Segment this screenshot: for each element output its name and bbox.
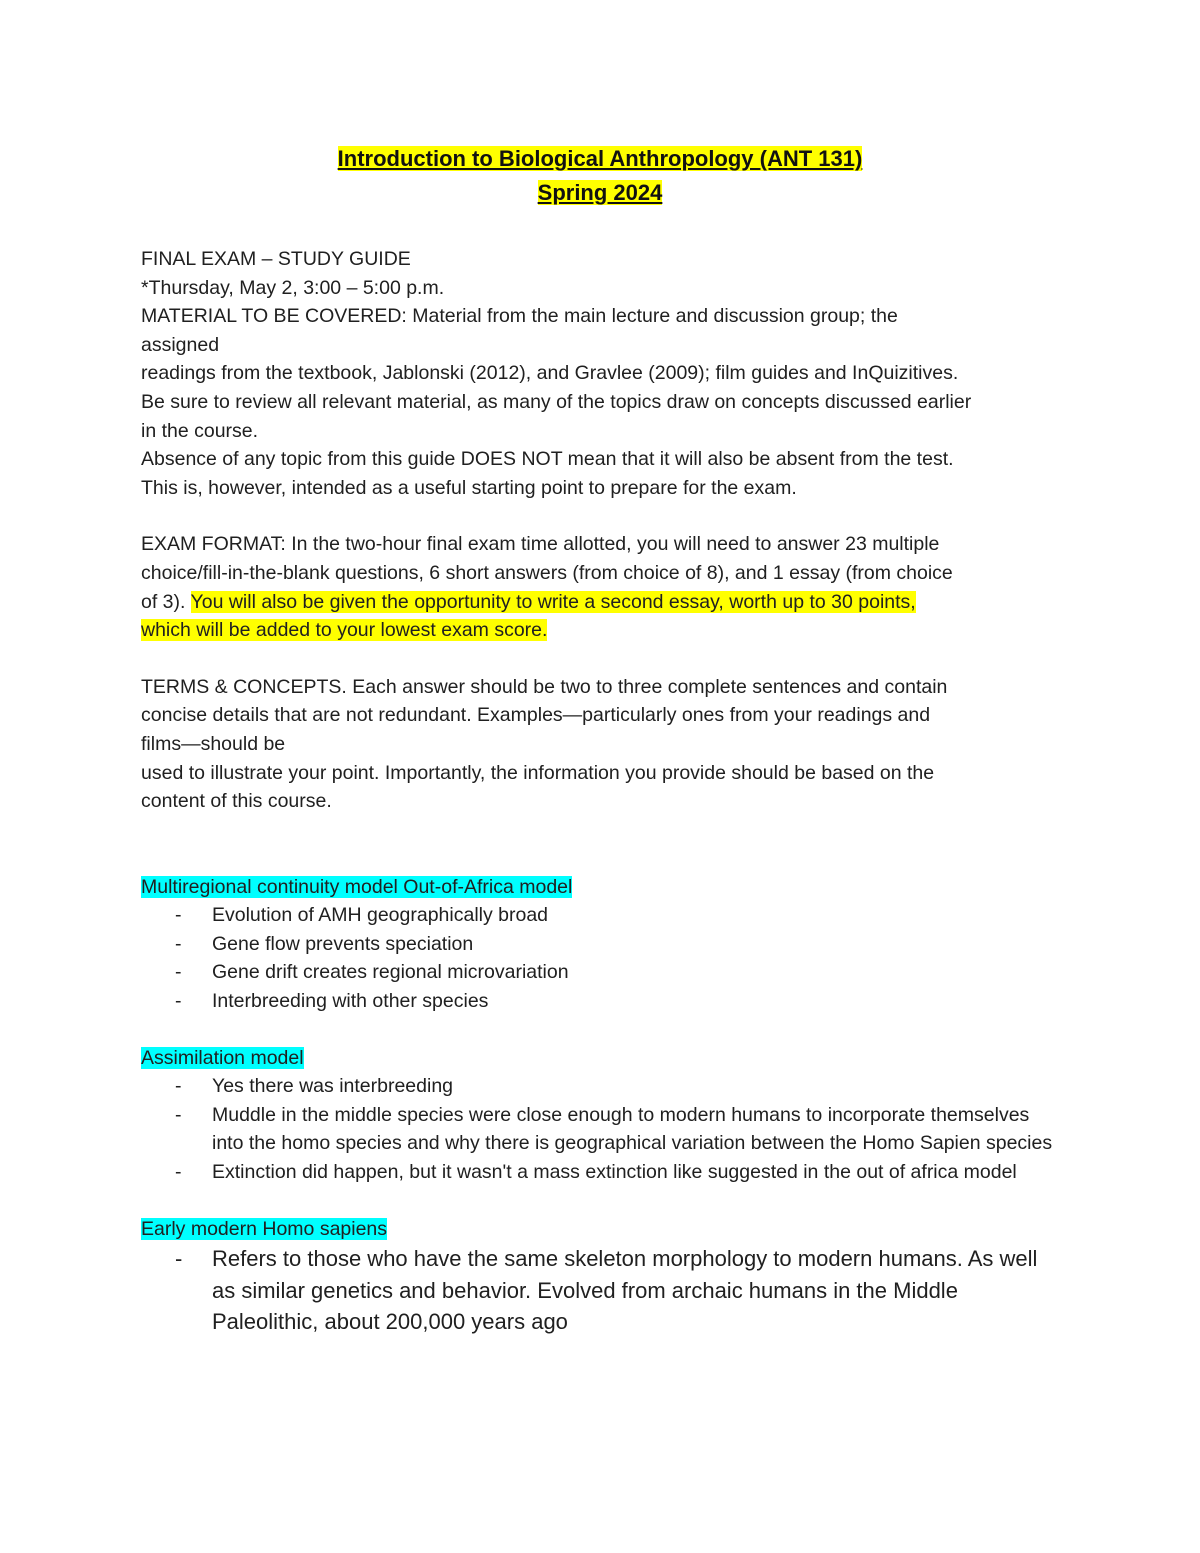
list-item: - Yes there was interbreeding	[141, 1072, 1066, 1101]
section-heading	[141, 1044, 1066, 1073]
list-item: - Gene flow prevents speciation	[141, 930, 1066, 959]
terms-line: concise details that are not redundant. Examples—particularly ones from your readings and	[141, 704, 931, 727]
list-item: - Evolution of AMH geographically broad	[141, 901, 1066, 930]
list-item: - Muddle in the middle species were close enough to modern humans to incorporate themselves into the homo species and why there is geographical variation between the Homo Sapien species	[141, 1101, 1066, 1158]
exam-format-line: EXAM FORMAT: In the two-hour final exam time allotted, you will need to answer 23 multiple	[141, 533, 940, 556]
exam-format-line: choice/fill-in-the-blank questions, 6 short answers (from choice of 8), and 1 essay (from choice	[141, 561, 953, 584]
intro-line: *Thursday, May 2, 3:00 – 5:00 p.m.	[141, 276, 445, 299]
document-title	[0, 142, 1200, 210]
list-item: - Gene drift creates regional microvariation	[141, 958, 1066, 987]
intro-line: readings from the textbook, Jablonski (2012), and Gravlee (2009); film guides and InQuizitives.	[141, 362, 959, 385]
intro-line: FINAL EXAM – STUDY GUIDE	[141, 248, 411, 270]
exam-format-block	[141, 530, 1066, 644]
heading-highlight: Assimilation model	[141, 1046, 304, 1069]
lowest-score-highlight: which will be added to your lowest exam score.	[141, 619, 548, 642]
bullet-list	[141, 901, 1066, 1015]
section-heading	[141, 1215, 1066, 1244]
list-item: - Refers to those who have the same skeleton morphology to modern humans. As well as similar genetics and behavior. Evolved from archaic humans in the Middle Paleolithic, about 200,000 years ago	[141, 1243, 1066, 1338]
intro-line: assigned	[141, 333, 220, 356]
terms-line: used to illustrate your point. Importantly, the information you provide should be based on the	[141, 761, 935, 784]
list-item: - Extinction did happen, but it wasn't a mass extinction like suggested in the out of africa model	[141, 1158, 1066, 1187]
bullet-list	[141, 1072, 1066, 1186]
second-essay-highlight: You will also be given the opportunity to write a second essay, worth up to 30 points,	[190, 590, 916, 613]
title-line-1: Introduction to Biological Anthropology (ANT 131)	[337, 146, 863, 171]
heading-highlight: Multiregional continuity model Out-of-Africa model	[141, 875, 573, 898]
section-heading	[141, 873, 1066, 902]
terms-line: TERMS & CONCEPTS. Each answer should be two to three complete sentences and contain	[141, 675, 948, 698]
section-early-modern	[141, 1215, 1066, 1338]
heading-highlight: Early modern Homo sapiens	[141, 1217, 388, 1240]
intro-line: Be sure to review all relevant material, as many of the topics draw on concepts discussed earlier	[141, 390, 972, 413]
terms-line: content of this course.	[141, 790, 332, 813]
bullet-list	[141, 1243, 1066, 1338]
terms-line: films—should be	[141, 732, 286, 755]
exam-format-line	[141, 588, 1066, 617]
intro-line: in the course.	[141, 419, 259, 442]
section-assimilation	[141, 1044, 1066, 1187]
list-item: - Interbreeding with other species	[141, 987, 1066, 1016]
section-multiregional	[141, 873, 1066, 1016]
intro-line: MATERIAL TO BE COVERED: Material from the main lecture and discussion group; the	[141, 305, 898, 328]
terms-block	[141, 673, 1066, 816]
intro-block	[141, 245, 1066, 502]
exam-format-line	[141, 616, 1066, 645]
exam-format-text: of 3).	[141, 590, 191, 613]
document-content	[141, 142, 1066, 1338]
intro-line: This is, however, intended as a useful starting point to prepare for the exam.	[141, 476, 797, 499]
title-line-2: Spring 2024	[537, 180, 663, 205]
intro-line: Absence of any topic from this guide DOES NOT mean that it will also be absent from the test.	[141, 448, 954, 471]
